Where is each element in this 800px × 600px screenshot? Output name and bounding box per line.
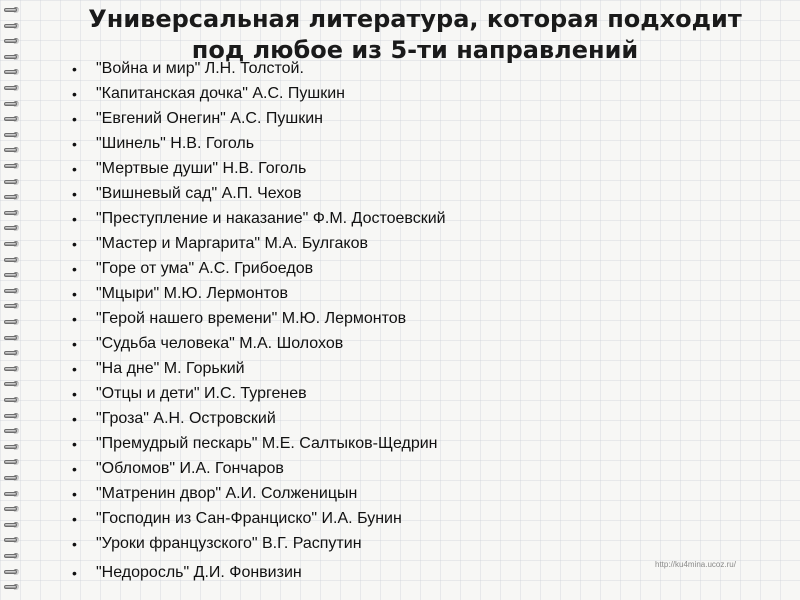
bullet-icon: •: [72, 511, 77, 527]
bullet-icon: •: [72, 86, 77, 102]
book-entry-text: "Недоросль" Д.И. Фонвизин: [96, 564, 302, 581]
bullet-icon: •: [72, 211, 77, 227]
bullet-icon: •: [72, 236, 77, 252]
book-entry-text: "Преступление и наказание" Ф.М. Достоевский: [96, 210, 446, 227]
spiral-ring-icon: [4, 178, 22, 186]
bullet-icon: •: [72, 565, 77, 581]
spiral-ring-icon: [4, 334, 22, 342]
slide-title: Универсальная литература, которая подходит под любое из 5-ти направлений: [88, 5, 742, 64]
list-item: [72, 84, 446, 109]
bullet-icon: •: [72, 161, 77, 177]
book-entry-text: "Шинель" Н.В. Гоголь: [96, 135, 255, 152]
spiral-ring-icon: [4, 68, 22, 76]
book-entry-text: "Премудрый пескарь" М.Е. Салтыков-Щедрин: [96, 435, 438, 452]
book-entry-text: "Судьба человека" М.А. Шолохов: [96, 335, 344, 352]
bullet-icon: •: [72, 61, 77, 77]
spiral-ring-icon: [4, 6, 22, 14]
bullet-icon: •: [72, 461, 77, 477]
bullet-icon: •: [72, 286, 77, 302]
bullet-icon: •: [72, 436, 77, 452]
spiral-ring-icon: [4, 271, 22, 279]
spiral-ring-icon: [4, 443, 22, 451]
bullet-icon: •: [72, 261, 77, 277]
spiral-ring-icon: [4, 53, 22, 61]
book-list: [72, 59, 446, 588]
list-item: [72, 134, 446, 159]
spiral-ring-icon: [4, 474, 22, 482]
list-item: [72, 359, 446, 384]
spiral-ring-icon: [4, 37, 22, 45]
spiral-ring-icon: [4, 209, 22, 217]
bullet-icon: •: [72, 311, 77, 327]
spiral-ring-icon: [4, 146, 22, 154]
source-link[interactable]: http://ku4mina.ucoz.ru/: [655, 560, 736, 569]
list-item: [72, 434, 446, 459]
list-item: [72, 409, 446, 434]
spiral-ring-icon: [4, 224, 22, 232]
spiral-binding-icon: [0, 0, 26, 600]
spiral-ring-icon: [4, 505, 22, 513]
spiral-ring-icon: [4, 458, 22, 466]
book-entry-text: "Мастер и Маргарита" М.А. Булгаков: [96, 235, 368, 252]
spiral-ring-icon: [4, 100, 22, 108]
bullet-icon: •: [72, 361, 77, 377]
spiral-ring-icon: [4, 115, 22, 123]
list-item: [72, 484, 446, 509]
book-entry-text: "Уроки французского" В.Г. Распутин: [96, 535, 362, 552]
list-item: [72, 159, 446, 184]
spiral-ring-icon: [4, 427, 22, 435]
bullet-icon: •: [72, 111, 77, 127]
book-entry-text: "Горе от ума" А.С. Грибоедов: [96, 260, 314, 277]
spiral-ring-icon: [4, 365, 22, 373]
book-entry-text: "Отцы и дети" И.С. Тургенев: [96, 385, 307, 402]
list-item: [72, 563, 446, 588]
spiral-ring-icon: [4, 162, 22, 170]
spiral-ring-icon: [4, 521, 22, 529]
spiral-ring-icon: [4, 22, 22, 30]
spiral-ring-icon: [4, 131, 22, 139]
list-item: [72, 334, 446, 359]
list-item: [72, 384, 446, 409]
list-item: [72, 234, 446, 259]
spiral-ring-icon: [4, 193, 22, 201]
list-item: [72, 459, 446, 484]
list-item: [72, 109, 446, 134]
spiral-ring-icon: [4, 583, 22, 591]
list-item: [72, 509, 446, 534]
book-entry-text: "Обломов" И.А. Гончаров: [96, 460, 284, 477]
spiral-ring-icon: [4, 318, 22, 326]
spiral-ring-icon: [4, 380, 22, 388]
book-entry-text: "На дне" М. Горький: [96, 360, 245, 377]
spiral-ring-icon: [4, 396, 22, 404]
spiral-ring-icon: [4, 287, 22, 295]
book-entry-text: "Вишневый сад" А.П. Чехов: [96, 185, 302, 202]
list-item: [72, 59, 446, 84]
bullet-icon: •: [72, 336, 77, 352]
spiral-ring-icon: [4, 412, 22, 420]
spiral-ring-icon: [4, 490, 22, 498]
book-entry-text: "Господин из Сан-Франциско" И.А. Бунин: [96, 510, 402, 527]
book-entry-text: "Капитанская дочка" А.С. Пушкин: [96, 85, 346, 102]
spiral-ring-icon: [4, 536, 22, 544]
list-item: [72, 534, 446, 559]
list-item: [72, 184, 446, 209]
book-entry-text: "Война и мир" Л.Н. Толстой.: [96, 60, 304, 77]
list-item: [72, 209, 446, 234]
spiral-ring-icon: [4, 349, 22, 357]
book-entry-text: "Евгений Онегин" А.С. Пушкин: [96, 110, 323, 127]
book-entry-text: "Мцыри" М.Ю. Лермонтов: [96, 285, 289, 302]
spiral-ring-icon: [4, 256, 22, 264]
bullet-icon: •: [72, 136, 77, 152]
bullet-icon: •: [72, 386, 77, 402]
spiral-ring-icon: [4, 552, 22, 560]
bullet-icon: •: [72, 486, 77, 502]
spiral-ring-icon: [4, 302, 22, 310]
list-item: [72, 259, 446, 284]
book-entry-text: "Гроза" А.Н. Островский: [96, 410, 276, 427]
bullet-icon: •: [72, 411, 77, 427]
book-entry-text: "Мертвые души" Н.В. Гоголь: [96, 160, 307, 177]
bullet-icon: •: [72, 536, 77, 552]
list-item: [72, 309, 446, 334]
list-item: [72, 284, 446, 309]
bullet-icon: •: [72, 186, 77, 202]
spiral-ring-icon: [4, 568, 22, 576]
book-entry-text: "Герой нашего времени" М.Ю. Лермонтов: [96, 310, 407, 327]
spiral-ring-icon: [4, 84, 22, 92]
spiral-ring-icon: [4, 240, 22, 248]
book-entry-text: "Матренин двор" А.И. Солженицын: [96, 485, 358, 502]
